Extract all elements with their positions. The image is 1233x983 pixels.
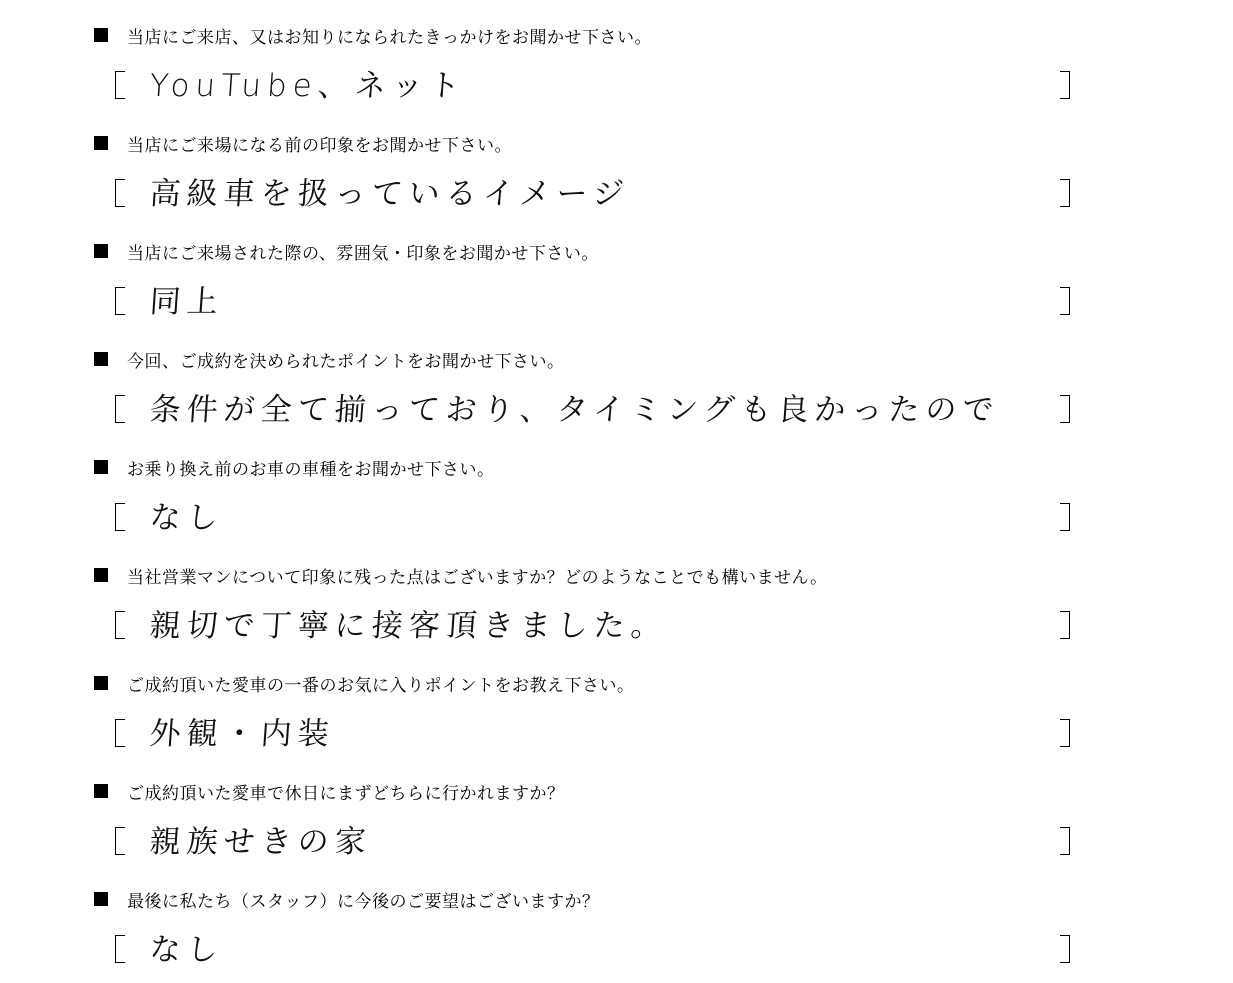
question-text: 最後に私たち（スタッフ）に今後のご要望はございますか？ xyxy=(127,891,600,912)
square-bullet-icon xyxy=(94,136,108,150)
question-block-9 xyxy=(0,864,1233,972)
open-bracket xyxy=(115,395,125,423)
open-bracket xyxy=(115,611,125,639)
question-text: ご成約頂いた愛車の一番のお気に入りポイントをお教え下さい。 xyxy=(127,675,635,696)
handwritten-answer: なし xyxy=(148,499,226,536)
question-3 xyxy=(94,239,599,263)
square-bullet-icon xyxy=(94,460,108,474)
close-bracket xyxy=(1060,719,1070,747)
open-bracket xyxy=(115,71,125,99)
square-bullet-icon xyxy=(94,568,108,582)
handwritten-answer: 親切で丁寧に接客頂きました。 xyxy=(148,607,670,644)
question-2 xyxy=(94,131,512,155)
handwritten-answer: 外観・内装 xyxy=(148,715,337,752)
question-1 xyxy=(94,23,652,47)
question-9 xyxy=(94,887,600,911)
question-text: 当店にご来場になる前の印象をお聞かせ下さい。 xyxy=(127,135,512,156)
open-bracket xyxy=(115,935,125,963)
open-bracket xyxy=(115,827,125,855)
question-8 xyxy=(94,779,565,803)
square-bullet-icon xyxy=(94,28,108,42)
question-text: 当社営業マンについて印象に残った点はございますか？どのようなことでも構いません。 xyxy=(127,567,828,588)
question-4 xyxy=(94,347,565,371)
open-bracket xyxy=(115,719,125,747)
square-bullet-icon xyxy=(94,352,108,366)
close-bracket xyxy=(1060,287,1070,315)
handwritten-answer: 同上 xyxy=(148,283,226,320)
handwritten-answer: 高級車を扱っているイメージ xyxy=(148,175,632,212)
close-bracket xyxy=(1060,503,1070,531)
open-bracket xyxy=(115,503,125,531)
close-bracket xyxy=(1060,827,1070,855)
close-bracket xyxy=(1060,611,1070,639)
square-bullet-icon xyxy=(94,244,108,258)
handwritten-answer: 親族せきの家 xyxy=(148,823,374,860)
question-block-5 xyxy=(0,432,1233,540)
close-bracket xyxy=(1060,179,1070,207)
handwritten-answer: YouTube、ネット xyxy=(148,67,468,104)
question-text: 今回、ご成約を決められたポイントをお聞かせ下さい。 xyxy=(127,351,565,372)
question-block-4 xyxy=(0,324,1233,432)
square-bullet-icon xyxy=(94,784,108,798)
question-block-3 xyxy=(0,216,1233,324)
question-block-2 xyxy=(0,108,1233,216)
square-bullet-icon xyxy=(94,676,108,690)
handwritten-answer: なし xyxy=(148,931,226,968)
question-block-7 xyxy=(0,648,1233,756)
question-text: お乗り換え前のお車の車種をお聞かせ下さい。 xyxy=(127,459,495,480)
question-block-1 xyxy=(0,0,1233,108)
handwritten-answer: 条件が全て揃っており、タイミングも良かったので xyxy=(148,391,1001,428)
question-6 xyxy=(94,563,828,587)
question-block-6 xyxy=(0,540,1233,648)
question-7 xyxy=(94,671,635,695)
close-bracket xyxy=(1060,71,1070,99)
square-bullet-icon xyxy=(94,892,108,906)
question-text: ご成約頂いた愛車で休日にまずどちらに行かれますか？ xyxy=(127,783,565,804)
open-bracket xyxy=(115,179,125,207)
question-block-8 xyxy=(0,756,1233,864)
question-text: 当店にご来店、又はお知りになられたきっかけをお聞かせ下さい。 xyxy=(127,27,652,48)
open-bracket xyxy=(115,287,125,315)
question-text: 当店にご来場された際の、雰囲気・印象をお聞かせ下さい。 xyxy=(127,243,599,264)
close-bracket xyxy=(1060,935,1070,963)
question-5 xyxy=(94,455,495,479)
close-bracket xyxy=(1060,395,1070,423)
